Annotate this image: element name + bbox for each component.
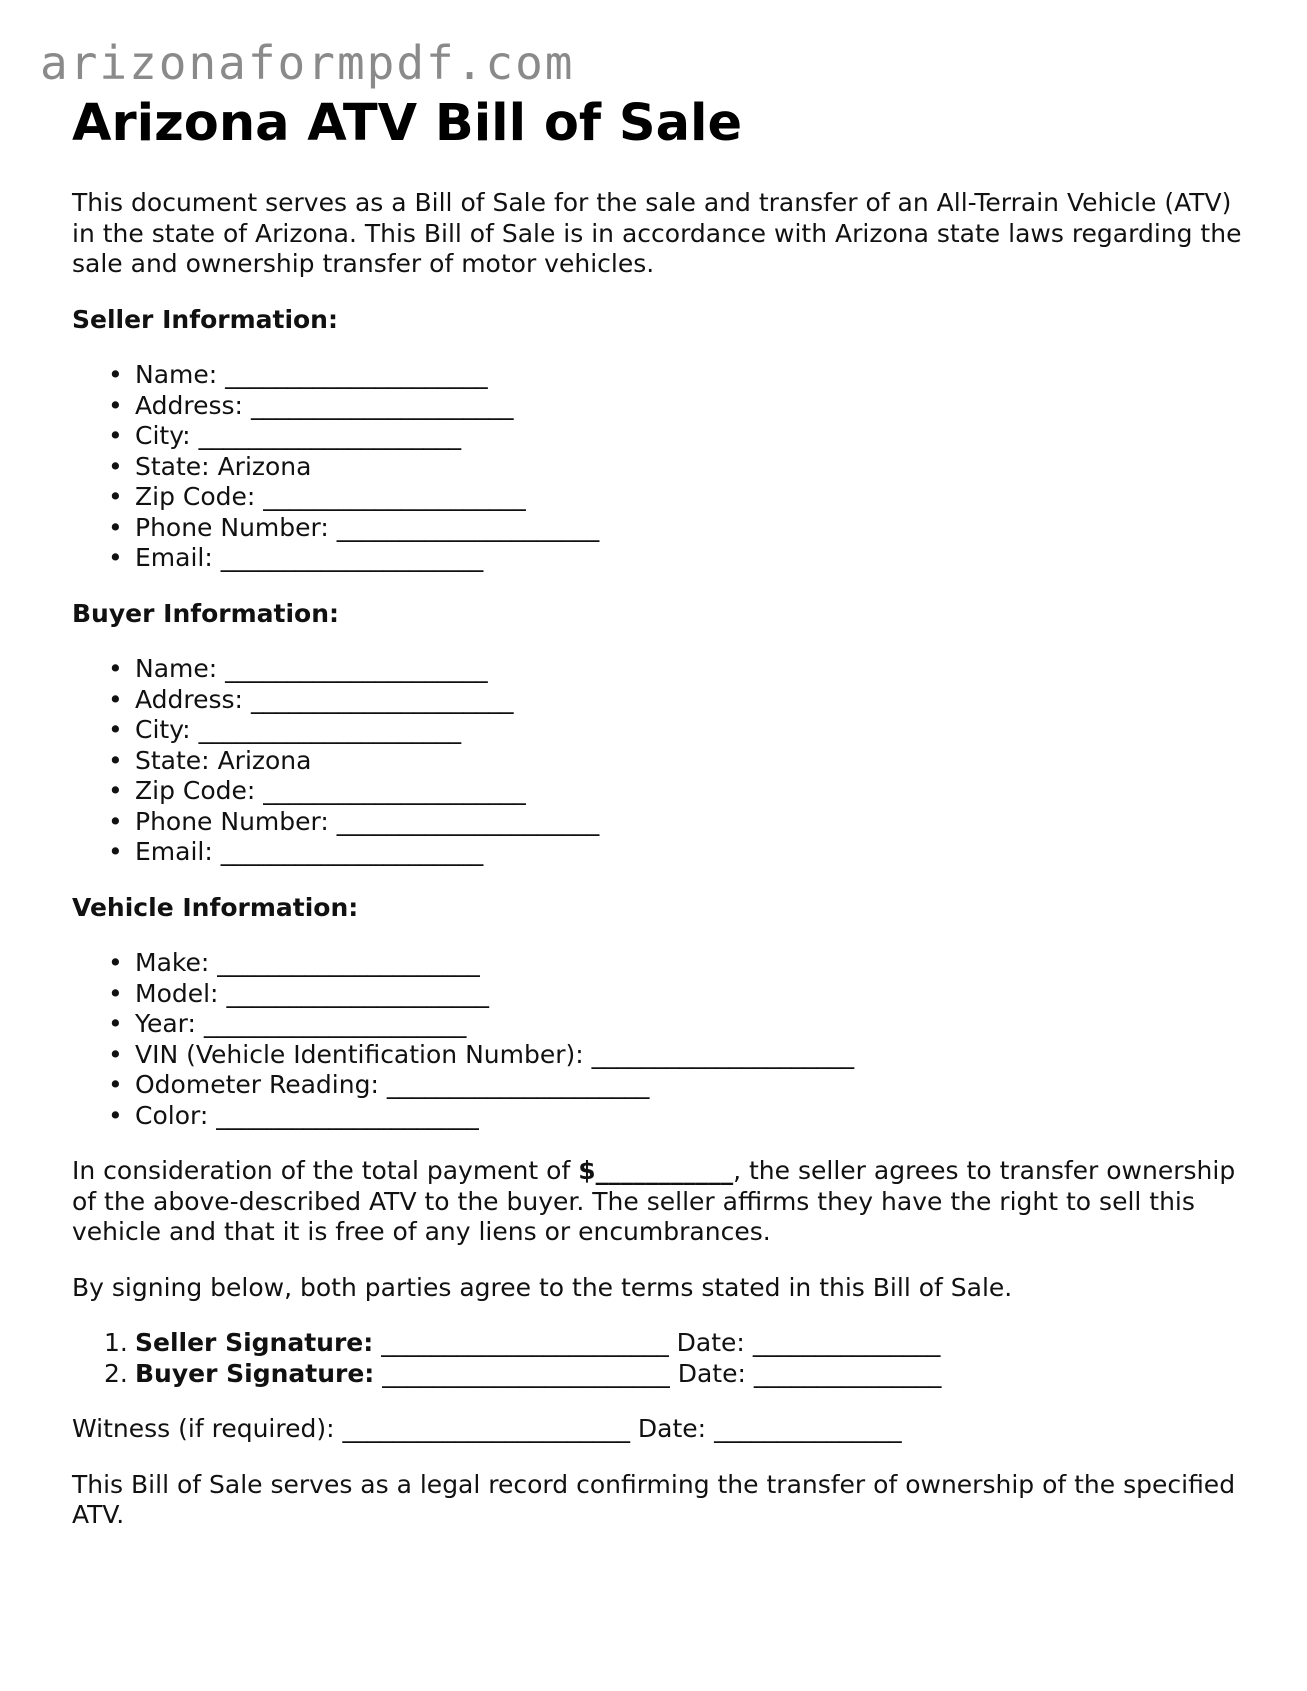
seller-signature-row xyxy=(72,1328,1242,1359)
bullet: • xyxy=(108,512,123,542)
seller-heading: Seller Information: xyxy=(72,304,338,334)
field-value[interactable]: _____________________ xyxy=(386,1070,650,1099)
field-label: State: xyxy=(135,745,210,775)
seller-email-field xyxy=(72,543,1242,574)
bullet: • xyxy=(108,654,123,683)
buyer-state-field xyxy=(72,746,1242,777)
field-value[interactable]: _____________________ xyxy=(225,360,488,389)
buyer-fields xyxy=(72,654,1242,868)
seller-phone-field xyxy=(72,513,1242,544)
field-value[interactable]: _____________________ xyxy=(226,978,489,1008)
vehicle-year-field xyxy=(72,1009,1242,1040)
bullet: • xyxy=(108,543,123,572)
date-label: Date: xyxy=(677,1358,746,1388)
seller-address-field xyxy=(72,391,1242,422)
document-body xyxy=(72,92,1242,1531)
bullet: • xyxy=(108,776,123,805)
field-label: Email: xyxy=(135,543,213,572)
seller-name-field xyxy=(72,360,1242,391)
intro-paragraph: This document serves as a Bill of Sale for the sale and transfer of an All-Terrain Vehicle (ATV) in the state of Arizona. This Bill of Sale is in accordance with Arizona state laws regarding the sale and ownership transfer of motor vehicles. xyxy=(72,188,1242,278)
field-label: City: xyxy=(135,421,191,450)
buyer-zip-field xyxy=(72,776,1242,807)
list-number: 2. xyxy=(104,1358,128,1388)
field-value[interactable]: _____________________ xyxy=(225,654,488,683)
field-value[interactable]: _____________________ xyxy=(220,543,484,572)
field-value[interactable]: _____________________ xyxy=(263,776,526,805)
field-value[interactable]: _____________________ xyxy=(336,512,600,542)
list-number: 1. xyxy=(104,1328,128,1357)
document-title: Arizona ATV Bill of Sale xyxy=(72,94,743,153)
vehicle-heading: Vehicle Information: xyxy=(72,892,359,922)
field-label: Email: xyxy=(135,837,213,866)
witness-label: Witness (if required): xyxy=(72,1414,335,1443)
field-label: Name: xyxy=(135,360,218,389)
agreement-paragraph: By signing below, both parties agree to the terms stated in this Bill of Sale. xyxy=(72,1272,1013,1302)
seller-date-line[interactable]: _______________ xyxy=(752,1328,941,1357)
field-label: Phone Number: xyxy=(135,512,329,542)
field-label: Color: xyxy=(135,1100,209,1130)
consideration-text-after: , the seller agrees to transfer ownership of the above-described ATV to the buyer. The seller affirms they have the right to sell this vehicle and that it is free of any liens or encumbrances. xyxy=(72,1156,1236,1246)
field-label: Phone Number: xyxy=(135,806,329,836)
bullet: • xyxy=(108,360,123,389)
consideration-paragraph xyxy=(72,1156,1242,1248)
bullet: • xyxy=(108,1070,123,1099)
field-value[interactable]: _____________________ xyxy=(263,482,526,511)
bullet: • xyxy=(108,837,123,866)
seller-fields xyxy=(72,360,1242,574)
bullet: • xyxy=(108,684,123,714)
witness-signature-line[interactable]: _______________________ xyxy=(342,1414,630,1443)
field-value[interactable]: _____________________ xyxy=(198,715,462,744)
date-label: Date: xyxy=(637,1414,707,1443)
buyer-signature-line[interactable]: _______________________ xyxy=(382,1358,670,1388)
date-label: Date: xyxy=(676,1328,745,1357)
field-value[interactable]: _____________________ xyxy=(216,1100,479,1130)
seller-signature-line[interactable]: _______________________ xyxy=(381,1328,669,1357)
witness-date-line[interactable]: _______________ xyxy=(714,1414,902,1443)
bullet: • xyxy=(108,421,123,450)
vehicle-make-field xyxy=(72,948,1242,979)
bullet: • xyxy=(108,1039,123,1069)
consideration-text-before: In consideration of the total payment of xyxy=(72,1156,579,1185)
bullet: • xyxy=(108,390,123,420)
witness-row xyxy=(72,1414,1242,1445)
field-label: State: xyxy=(135,451,210,481)
bullet: • xyxy=(108,1009,123,1038)
field-value: Arizona xyxy=(217,745,312,775)
buyer-city-field xyxy=(72,715,1242,746)
bullet: • xyxy=(108,482,123,511)
seller-zip-field xyxy=(72,482,1242,513)
buyer-phone-field xyxy=(72,807,1242,838)
vehicle-fields xyxy=(72,948,1242,1131)
seller-state-field xyxy=(72,452,1242,483)
field-label: Address: xyxy=(135,684,243,714)
field-value[interactable]: _____________________ xyxy=(336,806,600,836)
buyer-signature-row xyxy=(72,1359,1242,1390)
buyer-date-line[interactable]: _______________ xyxy=(753,1358,942,1388)
field-label: Odometer Reading: xyxy=(135,1070,379,1099)
watermark: arizonaformpdf.com xyxy=(40,36,575,90)
field-value[interactable]: _____________________ xyxy=(203,1009,467,1038)
vehicle-vin-field xyxy=(72,1040,1242,1071)
bullet: • xyxy=(108,715,123,744)
vehicle-odometer-field xyxy=(72,1070,1242,1101)
bullet: • xyxy=(108,1100,123,1130)
bullet: • xyxy=(108,978,123,1008)
field-label: Year: xyxy=(135,1009,196,1038)
field-value[interactable]: _____________________ xyxy=(591,1039,855,1069)
buyer-address-field xyxy=(72,685,1242,716)
buyer-email-field xyxy=(72,837,1242,868)
field-value[interactable]: _____________________ xyxy=(220,837,484,866)
bullet: • xyxy=(108,948,123,977)
bullet: • xyxy=(108,451,123,481)
field-label: Address: xyxy=(135,390,243,420)
field-value[interactable]: _____________________ xyxy=(198,421,462,450)
field-value[interactable]: _____________________ xyxy=(217,948,480,977)
field-label: Zip Code: xyxy=(135,776,256,805)
field-value: Arizona xyxy=(217,451,312,481)
signature-label: Buyer Signature: xyxy=(135,1358,375,1388)
bullet: • xyxy=(108,745,123,775)
field-label: City: xyxy=(135,715,191,744)
bullet: • xyxy=(108,806,123,836)
buyer-name-field xyxy=(72,654,1242,685)
vehicle-color-field xyxy=(72,1101,1242,1132)
field-label: Zip Code: xyxy=(135,482,256,511)
field-label: Make: xyxy=(135,948,210,977)
signature-label: Seller Signature: xyxy=(135,1328,374,1357)
signature-list xyxy=(72,1328,1242,1389)
payment-amount-field[interactable]: $___________ xyxy=(578,1156,734,1185)
field-value[interactable]: _____________________ xyxy=(250,684,514,714)
buyer-heading: Buyer Information: xyxy=(72,598,340,628)
closing-paragraph: This Bill of Sale serves as a legal record confirming the transfer of ownership of the specified ATV. xyxy=(72,1469,1236,1529)
seller-city-field xyxy=(72,421,1242,452)
field-label: Model: xyxy=(135,978,219,1008)
vehicle-model-field xyxy=(72,979,1242,1010)
field-label: Name: xyxy=(135,654,218,683)
field-label: VIN (Vehicle Identification Number): xyxy=(135,1039,584,1069)
field-value[interactable]: _____________________ xyxy=(250,390,514,420)
